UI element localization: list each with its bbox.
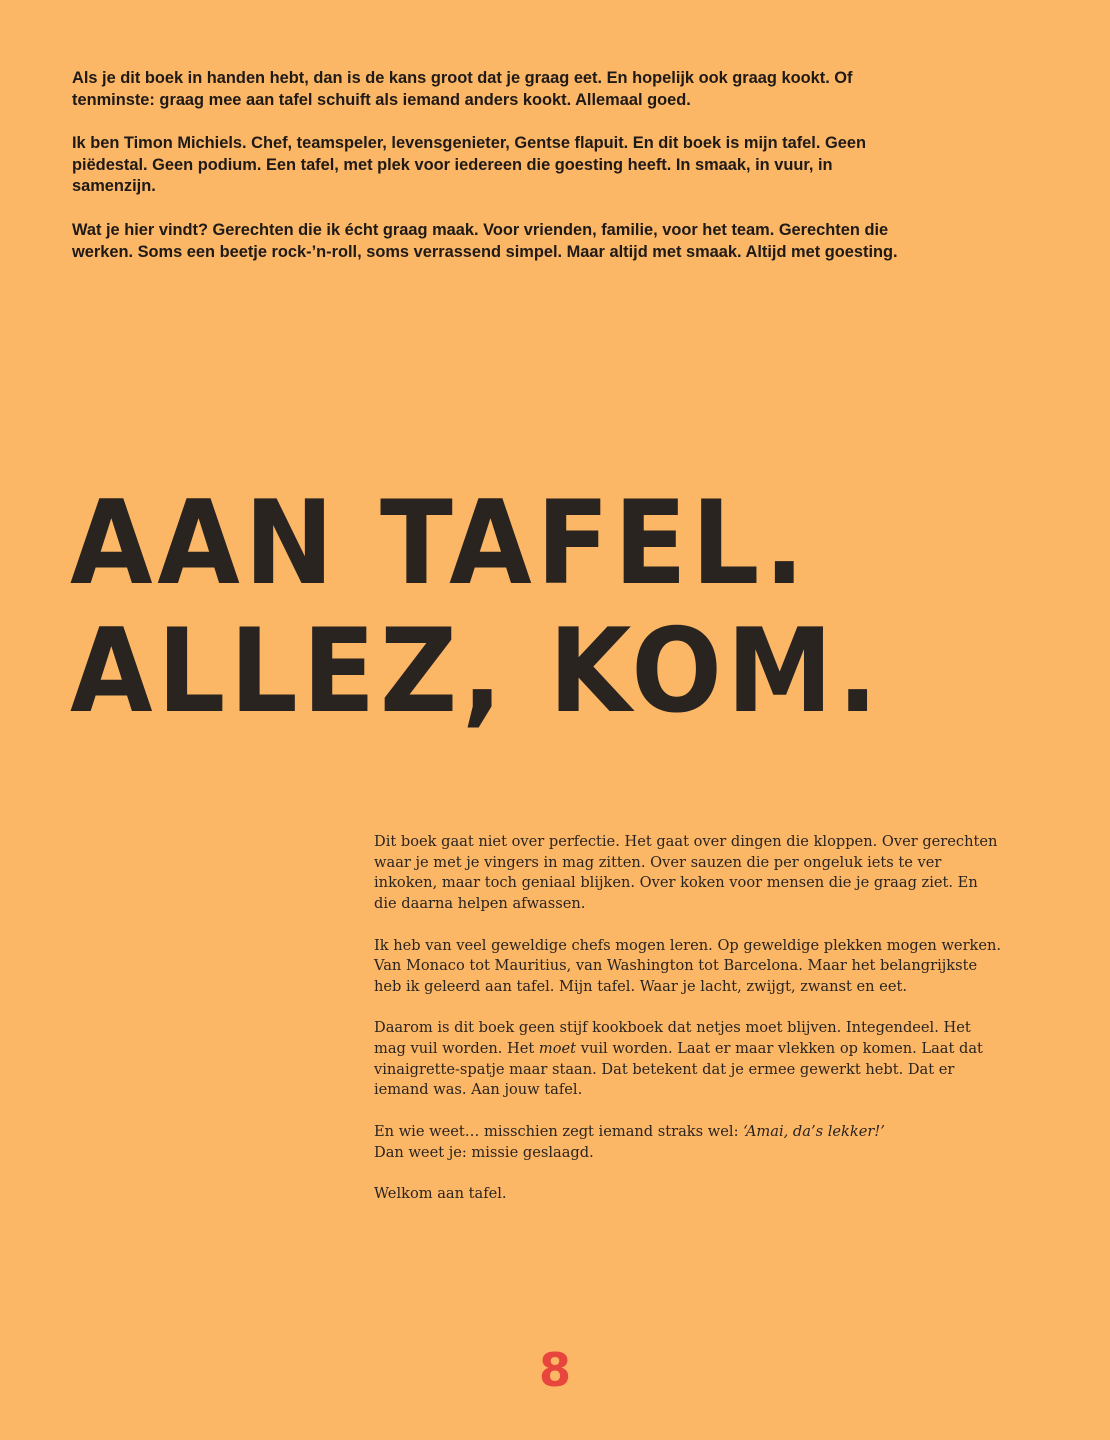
body-paragraph-3-start: Daarom is dit boek geen stijf kookboek dat netjes moet blijven. Integendeel. Het mag vuil worden. Het <box>374 1019 971 1057</box>
headline-line-2: ALLEZ, KOM. <box>70 604 883 739</box>
intro-text <box>72 68 902 285</box>
headline-line-1: AAN TAFEL. <box>70 476 810 611</box>
body-paragraph-2: Ik heb van veel geweldige chefs mogen leren. Op geweldige plekken mogen werken. Van Monaco tot Mauritius, van Washington tot Barcelona. Maar het belangrijkste heb ik geleerd aan tafel. Mijn tafel. Waar je lacht, zwijgt, zwanst en eet. <box>374 936 1002 995</box>
intro-paragraph-2: Ik ben Timon Michiels. Chef, teamspeler, levensgenieter, Gentse flapuit. En dit boek is mijn tafel. Geen piëdestal. Geen podium. Een tafel, met plek voor iedereen die goesting heeft. In smaak, in vuur, in samenzijn. <box>72 134 866 196</box>
body-paragraph-4-line-2: Dan weet je: missie geslaagd. <box>374 1143 594 1161</box>
intro-paragraph-1: Als je dit boek in handen hebt, dan is de kans groot dat je graag eet. En hopelijk ook graag kookt. Of tenminste: graag mee aan tafel schuift als iemand anders kookt. Allemaal goed. <box>72 69 853 109</box>
intro-paragraph-3: Wat je hier vindt? Gerechten die ik écht graag maak. Voor vrienden, familie, voor het team. Gerechten die werken. Soms een beetje rock-’n-roll, soms verrassend simpel. Maar altijd met smaak. Altijd met goesting. <box>72 220 898 261</box>
body-quote: ‘Amai, da’s lekker!’ <box>743 1122 885 1140</box>
body-paragraph-1: Dit boek gaat niet over perfectie. Het gaat over dingen die kloppen. Over gerechten waar je met je vingers in mag zitten. Over sauzen die per ongeluk iets te ver inkoken, maar toch geniaal blijken. Over koken voor mensen die je graag ziet. En die daarna helpen afwassen. <box>374 833 998 913</box>
body-paragraph-5: Welkom aan tafel. <box>374 1184 507 1202</box>
body-text <box>374 832 1004 1225</box>
body-paragraph-3 <box>374 1018 1004 1101</box>
body-paragraph-4 <box>374 1122 1004 1163</box>
body-emphasis-moet: moet <box>538 1040 577 1057</box>
body-paragraph-3-end: vuil worden. Laat er maar vlekken op komen. Laat dat vinaigrette-spatje maar staan. Dat betekent dat je ermee gewerkt hebt. Dat er iemand was. Aan jouw tafel. <box>374 1040 983 1099</box>
page-headline <box>70 476 990 739</box>
body-paragraph-4-start: En wie weet… misschien zegt iemand straks wel: <box>374 1122 744 1140</box>
page-number: 8 <box>538 1343 571 1397</box>
